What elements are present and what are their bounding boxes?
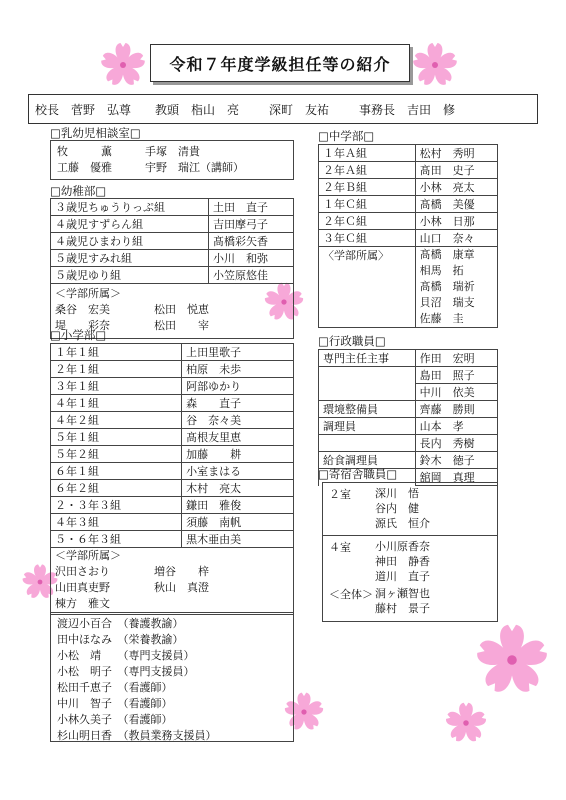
teacher-name: 上田里歌子 (182, 344, 294, 361)
section-heading-infant: □乳幼児相談室□ (50, 126, 141, 140)
table-row (51, 216, 294, 233)
staff-name: 長内 秀樹 (415, 435, 497, 452)
dorm-staff: 深川 悟 (375, 487, 419, 500)
staff-name: 齊藤 勝則 (415, 401, 497, 418)
table-row (319, 367, 498, 384)
teacher-name: 柏原 未歩 (182, 361, 294, 378)
teacher-name: 須藤 南帆 (182, 514, 294, 531)
teacher-name: 吉田摩弓子 (209, 216, 294, 233)
sakura-flower-icon (98, 40, 148, 90)
class-name: ３年Ｃ組 (319, 230, 416, 247)
table-row (51, 429, 294, 446)
teacher-name: 土田 直子 (209, 199, 294, 216)
shozoku-row: 佐藤 圭 (419, 312, 464, 325)
table-row (319, 435, 498, 452)
table-row (319, 350, 498, 367)
vice-principal: 教頭 栺山 亮 (155, 102, 240, 117)
table-row (51, 446, 294, 463)
dorm-staff: 藤村 景子 (375, 602, 430, 615)
room-label: ２室 (329, 488, 351, 501)
table-row (51, 378, 294, 395)
table-row (51, 344, 294, 361)
class-name: ５年１組 (51, 429, 182, 446)
table-row (51, 497, 294, 514)
infant-box (50, 140, 294, 180)
table-row (319, 213, 498, 230)
section-heading-kindergarten: □幼稚部□ (50, 184, 107, 198)
principal: 校長 菅野 弘尊 (35, 102, 132, 117)
office-manager: 事務長 吉田 修 (359, 102, 456, 117)
class-name: １年Ａ組 (319, 145, 416, 162)
support-staff-row: 杉山明日香 （教員業務支援員） (57, 729, 217, 742)
support-staff-row: 小林久美子 （看護師） (57, 713, 173, 726)
staff-name: 島田 照子 (415, 367, 497, 384)
administration-bar (28, 94, 538, 124)
table-row (51, 412, 294, 429)
vice-principal-2: 深町 友祐 (269, 102, 330, 117)
shozoku-row: 堤 彩奈 松田 宰 (55, 319, 209, 332)
teacher-name: 木村 亮太 (182, 480, 294, 497)
class-name: ４年１組 (51, 395, 182, 412)
teacher-name: 小室まはる (182, 463, 294, 480)
table-row (51, 250, 294, 267)
staff-name: 作田 宏明 (415, 350, 497, 367)
page-title: 令和７年度学級担任等の紹介 (150, 44, 410, 82)
support-staff-box (50, 612, 294, 742)
staff-name: 舘岡 真理 (415, 469, 497, 486)
staff-name: 山本 孝 (415, 418, 497, 435)
job-title (319, 384, 416, 401)
infant-row: 牧 薫 手塚 清貴 (57, 145, 200, 158)
teacher-name: 山口 奈々 (415, 230, 497, 247)
job-title (319, 435, 416, 452)
junior-high-table (318, 144, 498, 328)
support-staff-row: 小松 靖 （専門支援員） (57, 649, 195, 662)
support-staff-row: 松田千恵子 （看護師） (57, 681, 173, 694)
teacher-name: 森 直子 (182, 395, 294, 412)
table-row (51, 480, 294, 497)
dorm-staff: 神田 静香 (375, 555, 430, 568)
class-name: ３年１組 (51, 378, 182, 395)
dorm-staff: 源氏 恒介 (375, 517, 430, 530)
teacher-name: 小川 和弥 (209, 250, 294, 267)
sakura-flower-icon (443, 700, 489, 746)
staff-name: 鈴木 徳子 (415, 452, 497, 469)
class-name: ３歳児ちゅうりっぷ組 (51, 199, 209, 216)
teacher-name: 小林 亮太 (415, 179, 497, 196)
shozoku-cell (51, 548, 294, 615)
table-row (51, 514, 294, 531)
room-label: ＜全体＞ (329, 588, 373, 601)
table-row (319, 247, 498, 328)
class-name: ２年Ａ組 (319, 162, 416, 179)
class-name: ４年２組 (51, 412, 182, 429)
shozoku-label: 〈学部所属〉 (319, 247, 416, 328)
table-row (51, 395, 294, 412)
elementary-table (50, 343, 294, 615)
shozoku-row: 髙橋 瑞祈 (419, 280, 475, 293)
dorm-staff: 道川 直子 (375, 570, 430, 583)
class-name: ２年Ｃ組 (319, 213, 416, 230)
support-staff-row: 中川 智子 （看護師） (57, 697, 173, 710)
job-title: 専門主任主事 (319, 350, 416, 367)
class-name: ４歳児すずらん組 (51, 216, 209, 233)
infant-row: 工藤 優雅 宇野 瑞江（講師） (57, 161, 244, 174)
shozoku-row: 相馬 拓 (419, 264, 464, 277)
table-row (51, 531, 294, 548)
teacher-name: 谷 奈々美 (182, 412, 294, 429)
section-heading-junior-high: □中学部□ (318, 129, 375, 143)
section-heading-dormitory: □寄宿舎職員□ (318, 467, 398, 481)
teacher-name: 阿部ゆかり (182, 378, 294, 395)
table-row (51, 548, 294, 615)
room-label: ４室 (329, 541, 351, 554)
table-row (51, 361, 294, 378)
table-row (319, 145, 498, 162)
support-staff-row: 田中ほなみ （栄養教諭） (57, 633, 184, 646)
dorm-staff: 谷内 健 (375, 502, 419, 515)
teacher-name: 髙橋彩矢香 (209, 233, 294, 250)
table-row (51, 199, 294, 216)
table-row (319, 418, 498, 435)
class-name: ６年２組 (51, 480, 182, 497)
table-row (319, 230, 498, 247)
table-row (319, 401, 498, 418)
class-name: ４歳児ひまわり組 (51, 233, 209, 250)
class-name: ４年３組 (51, 514, 182, 531)
shozoku-row: 貝沼 瑞支 (419, 296, 475, 309)
class-name: ２年Ｂ組 (319, 179, 416, 196)
sakura-flower-icon (472, 620, 552, 700)
table-row (319, 196, 498, 213)
teacher-name: 髙田 史子 (415, 162, 497, 179)
job-title (319, 367, 416, 384)
shozoku-row: 沢田さおり 増谷 梓 (55, 565, 209, 578)
class-name: ５年２組 (51, 446, 182, 463)
kindergarten-table (50, 198, 294, 339)
class-name: ６年１組 (51, 463, 182, 480)
section-heading-elementary: □小学部□ (50, 328, 107, 342)
class-name: １年１組 (51, 344, 182, 361)
dorm-staff: 小川原香奈 (375, 540, 430, 553)
support-staff-row: 渡辺小百合 （養護教諭） (57, 617, 184, 630)
class-name: ５歳児ゆり組 (51, 267, 209, 284)
dorm-staff: 洞ヶ瀬智也 (375, 587, 430, 600)
teacher-name: 鎌田 雅俊 (182, 497, 294, 514)
table-row (319, 162, 498, 179)
dormitory-box (322, 482, 498, 622)
job-title: 調理員 (319, 418, 416, 435)
shozoku-label: ＜学部所属＞ (55, 287, 121, 300)
class-name: ２年１組 (51, 361, 182, 378)
shozoku-row: 桑谷 宏美 松田 悦恵 (55, 303, 209, 316)
shozoku-row: 髙橋 康章 (419, 248, 475, 261)
teacher-name: 髙根友里恵 (182, 429, 294, 446)
staff-name: 中川 依美 (415, 384, 497, 401)
teacher-name: 小笠原悠佳 (209, 267, 294, 284)
teacher-name: 松村 秀明 (415, 145, 497, 162)
table-row (51, 267, 294, 284)
class-name: ５・６年３組 (51, 531, 182, 548)
class-name: １年Ｃ組 (319, 196, 416, 213)
shozoku-row: 棟方 雅文 (55, 597, 110, 610)
teacher-name: 加藤 耕 (182, 446, 294, 463)
teacher-name: 髙橋 美優 (415, 196, 497, 213)
table-row (51, 463, 294, 480)
job-title: 給食調理員 (319, 452, 416, 469)
class-name: ５歳児すみれ組 (51, 250, 209, 267)
table-row (51, 233, 294, 250)
section-heading-administrative: □行政職員□ (318, 334, 386, 348)
class-name: ２・３年３組 (51, 497, 182, 514)
support-staff-row: 小松 明子 （専門支援員） (57, 665, 195, 678)
job-title: 環境整備員 (319, 401, 416, 418)
teacher-name: 小林 日那 (415, 213, 497, 230)
table-row (319, 179, 498, 196)
table-row (319, 384, 498, 401)
shozoku-row: 山田真吏野 秋山 真澄 (55, 581, 209, 594)
shozoku-label: ＜学部所属＞ (55, 549, 121, 562)
teacher-name: 黒木亜由美 (182, 531, 294, 548)
sakura-flower-icon (410, 40, 460, 90)
